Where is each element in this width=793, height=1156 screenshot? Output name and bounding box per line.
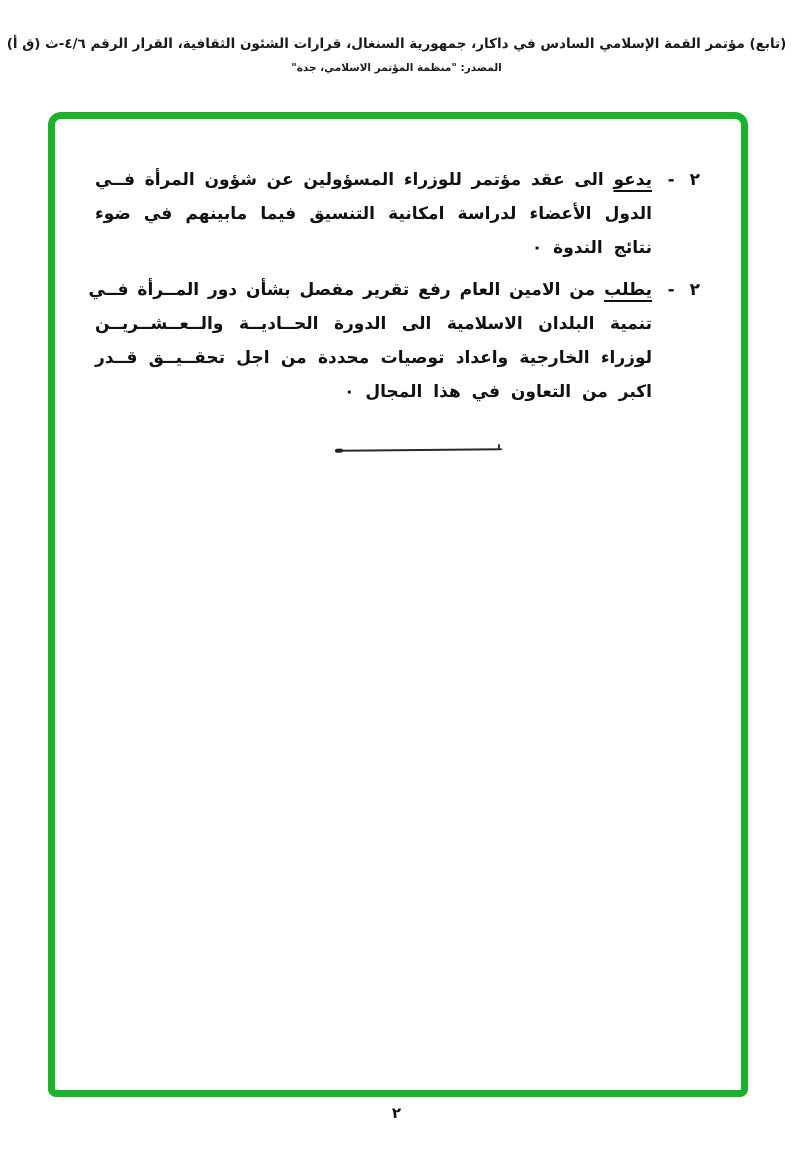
item-text-line bbox=[88, 273, 652, 307]
underlined-keyword: يطلب bbox=[604, 280, 652, 300]
item-text bbox=[88, 273, 652, 409]
document-header-line-1: (تابع) مؤتمر القمة الإسلامي السادس في داكار، جمهورية السنغال، قرارات الشئون الثقافية، القرار الرقم ٤/٦-ث (ق أ) bbox=[6, 36, 787, 52]
resolution-item-2 bbox=[88, 273, 700, 409]
item-text-line: نتائج الندوة ٠ bbox=[531, 238, 652, 258]
page-number: ٢ bbox=[391, 1104, 402, 1122]
item-text bbox=[95, 163, 652, 265]
resolution-item-1 bbox=[95, 163, 700, 265]
item-text-line: اكبر من التعاون في هذا المجال ٠ bbox=[344, 382, 652, 402]
item-text-line bbox=[95, 163, 652, 197]
item-text-line: تنمية البلدان الاسلامية الى الدورة الحــاديــة والــعــشــريــن bbox=[95, 314, 652, 334]
item-number: ٢ - bbox=[667, 280, 700, 300]
item-text-line: لوزراء الخارجية واعداد توصيات محددة من اجل تحقــيــق قــدر bbox=[95, 348, 652, 368]
underlined-keyword: يدعو bbox=[613, 170, 652, 190]
document-body bbox=[88, 163, 700, 409]
line-text: الى عقد مؤتمر للوزراء المسؤولين عن شؤون المرأة فــي bbox=[95, 170, 604, 190]
line-text: من الامين العام رفع تقرير مفصل بشأن دور المــرأة فــي bbox=[88, 280, 596, 300]
item-text-line: الدول الأعضاء لدراسة امكانية التنسيق فيما مابينهم في ضوء bbox=[95, 204, 652, 224]
document-source-line: المصدر: "منظمة المؤتمر الاسلامي، جدة" bbox=[291, 62, 502, 74]
item-number: ٢ - bbox=[667, 170, 700, 190]
